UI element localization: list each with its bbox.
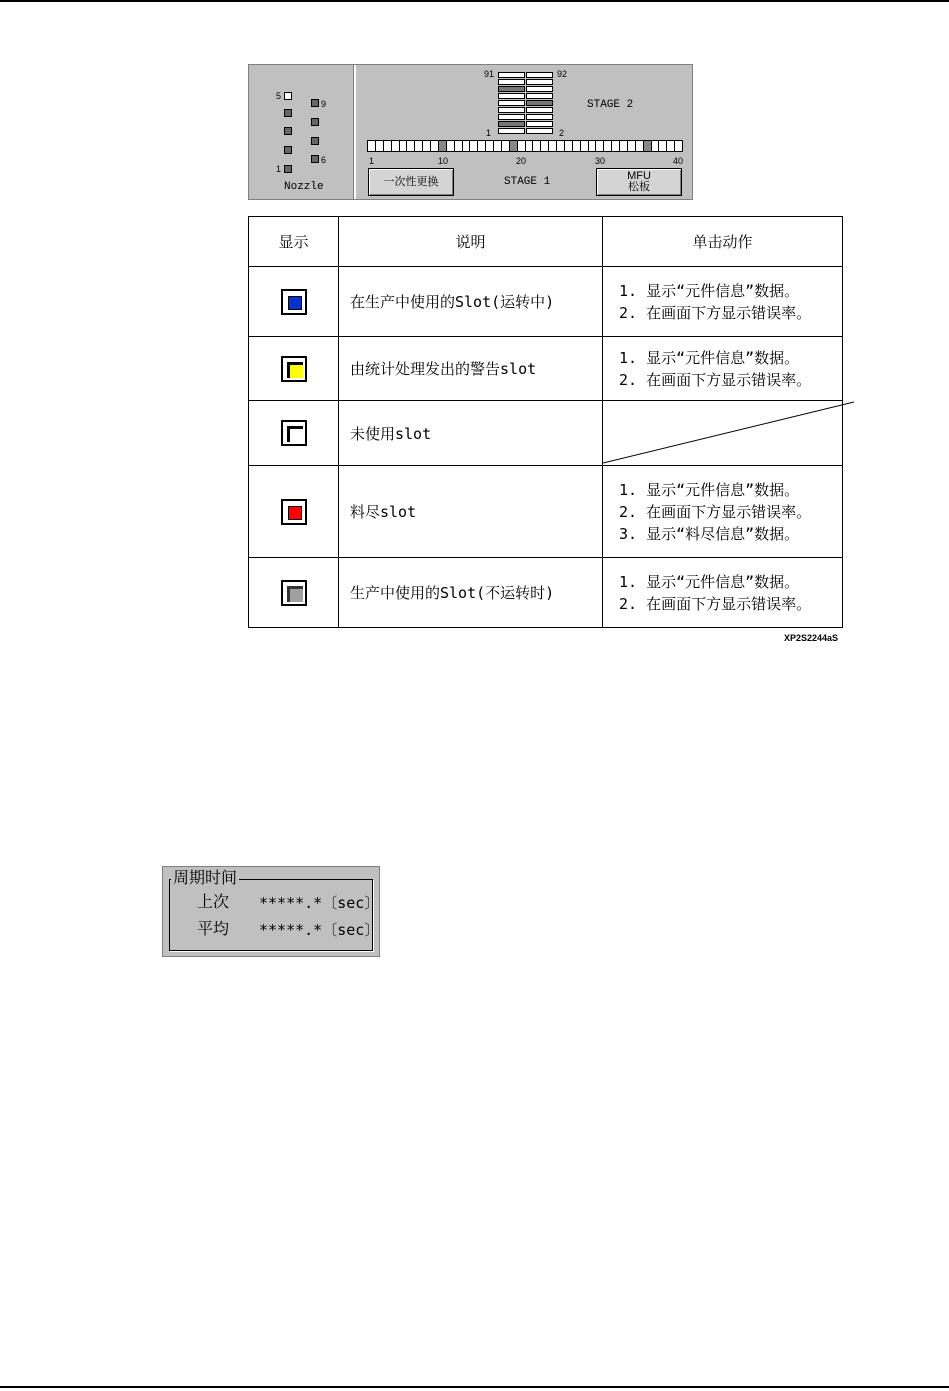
stage2-bottom-left-number: 1 (486, 128, 492, 138)
action-item: 2. 在画面下方显示错误率。 (619, 594, 812, 613)
last-cycle-value: *****.*〔sec〕 (259, 894, 380, 912)
stage2-slot[interactable] (526, 100, 553, 106)
stage2-slot[interactable] (526, 114, 553, 120)
head-indicator[interactable] (311, 137, 319, 145)
stage1-slot[interactable] (430, 140, 438, 152)
out-of-parts-slot-swatch-icon (281, 499, 307, 525)
stage1-slot[interactable] (627, 140, 635, 152)
cycle-time-panel (162, 866, 380, 957)
cycle-time-frame (169, 879, 373, 951)
stage1-axis-label: 40 (673, 156, 684, 166)
header-display: 显示 (249, 217, 339, 267)
stage1-slot[interactable] (651, 140, 659, 152)
nozzle-indicator[interactable] (284, 92, 292, 100)
stage1-slot[interactable] (588, 140, 596, 152)
stage1-slot[interactable] (493, 140, 501, 152)
panel-divider (353, 65, 356, 199)
action-item: 2. 在画面下方显示错误率。 (619, 502, 812, 521)
stage1-slot[interactable] (509, 140, 517, 152)
legend-header-row (249, 217, 843, 267)
diagonal-line-icon (603, 401, 854, 465)
nozzle-label: Nozzle (284, 181, 324, 193)
action-item: 2. 在画面下方显示错误率。 (619, 303, 812, 322)
stage1-slot[interactable] (548, 140, 556, 152)
figure-code: XP2S2244aS (784, 633, 839, 643)
stage2-top-right-number: 92 (557, 69, 568, 79)
machine-status-panel (248, 64, 693, 200)
replace-all-button[interactable]: 一次性更换 (368, 168, 454, 196)
nozzle-top-number: 5 (276, 91, 282, 101)
last-cycle-label: 上次 (197, 892, 230, 911)
head-indicator[interactable] (311, 118, 319, 126)
top-rule (0, 0, 949, 2)
stage1-slot[interactable] (603, 140, 611, 152)
stage1-slot[interactable] (375, 140, 383, 152)
stage1-axis-label: 1 (369, 156, 375, 166)
average-cycle-label: 平均 (197, 919, 230, 938)
stage1-slot[interactable] (564, 140, 572, 152)
stage1-slot[interactable] (391, 140, 399, 152)
stage2-slot[interactable] (526, 121, 553, 127)
stage1-slot[interactable] (438, 140, 446, 152)
stage1-slot[interactable] (446, 140, 454, 152)
action-item: 2. 在画面下方显示错误率。 (619, 370, 812, 389)
stage1-slot[interactable] (658, 140, 666, 152)
legend-description: 未使用slot (339, 401, 603, 466)
bottom-rule (0, 1386, 949, 1388)
legend-swatch-cell (249, 466, 339, 558)
mfu-button-line1: MFU (627, 170, 651, 182)
cycle-time-title: 周期时间 (173, 868, 238, 887)
stage1-slot[interactable] (406, 140, 414, 152)
action-item: 1. 显示“元件信息”数据。 (619, 572, 800, 591)
stage2-slot[interactable] (498, 107, 525, 113)
stage1-slot[interactable] (619, 140, 627, 152)
legend-row-warning (249, 337, 843, 401)
stage2-slot[interactable] (498, 121, 525, 127)
head-bottom-number: 6 (321, 155, 327, 165)
stage2-slot[interactable] (498, 72, 525, 78)
stage1-slot[interactable] (414, 140, 422, 152)
mfu-release-button[interactable] (596, 168, 682, 196)
stage2-slot[interactable] (498, 93, 525, 99)
legend-swatch-cell (249, 558, 339, 628)
stage1-slot[interactable] (477, 140, 485, 152)
unused-slot-swatch-icon (281, 420, 307, 446)
warning-slot-swatch-icon (281, 356, 307, 382)
stage1-slot[interactable] (635, 140, 643, 152)
stage2-slot[interactable] (498, 86, 525, 92)
stage1-slot[interactable] (399, 140, 407, 152)
slot-legend-table (248, 216, 843, 628)
legend-row-unused (249, 401, 843, 466)
header-description: 说明 (339, 217, 603, 267)
stage1-slot[interactable] (556, 140, 564, 152)
stage1-slot[interactable] (540, 140, 548, 152)
stage1-slot[interactable] (462, 140, 470, 152)
action-item: 1. 显示“元件信息”数据。 (619, 480, 800, 499)
stage1-axis-label: 30 (595, 156, 606, 166)
stage1-slot[interactable] (525, 140, 533, 152)
legend-actions (603, 558, 843, 628)
idle-slot-swatch-icon (281, 580, 307, 606)
stage1-slot-row (367, 140, 683, 152)
legend-swatch-cell (249, 337, 339, 401)
stage2-label: STAGE 2 (587, 99, 634, 111)
legend-row-running (249, 267, 843, 337)
stage1-axis-label: 20 (516, 156, 527, 166)
stage1-slot[interactable] (580, 140, 588, 152)
running-slot-swatch-icon (281, 289, 307, 315)
header-click-action: 单击动作 (603, 217, 843, 267)
nozzle-indicator[interactable] (284, 127, 292, 135)
nozzle-indicator[interactable] (284, 165, 292, 173)
stage2-slot[interactable] (526, 86, 553, 92)
stage1-slot[interactable] (501, 140, 509, 152)
stage2-slot[interactable] (526, 79, 553, 85)
stage1-slot[interactable] (383, 140, 391, 152)
legend-description: 料尽slot (339, 466, 603, 558)
average-cycle-value: *****.*〔sec〕 (259, 921, 380, 939)
legend-row-empty-feeder (249, 466, 843, 558)
legend-actions-empty (603, 401, 843, 466)
stage2-bottom-right-number: 2 (559, 128, 565, 138)
action-item: 1. 显示“元件信息”数据。 (619, 348, 800, 367)
nozzle-bottom-number: 1 (276, 164, 282, 174)
nozzle-indicator[interactable] (284, 146, 292, 154)
stage1-slot[interactable] (469, 140, 477, 152)
stage1-slot[interactable] (674, 140, 683, 152)
head-top-number: 9 (321, 99, 327, 109)
legend-row-idle (249, 558, 843, 628)
stage1-slot[interactable] (595, 140, 603, 152)
stage2-slot[interactable] (526, 128, 553, 134)
stage1-slot[interactable] (643, 140, 651, 152)
stage1-slot[interactable] (532, 140, 540, 152)
action-item: 1. 显示“元件信息”数据。 (619, 281, 800, 300)
mfu-button-line2: 松板 (628, 181, 650, 193)
legend-swatch-cell (249, 267, 339, 337)
stage2-slot[interactable] (498, 114, 525, 120)
stage2-slot[interactable] (526, 107, 553, 113)
stage2-slot[interactable] (526, 93, 553, 99)
legend-description: 生产中使用的Slot(不运转时) (339, 558, 603, 628)
nozzle-indicator[interactable] (284, 109, 292, 117)
legend-description: 由统计处理发出的警告slot (339, 337, 603, 401)
stage1-slot[interactable] (572, 140, 580, 152)
stage1-slot[interactable] (485, 140, 493, 152)
stage1-slot[interactable] (517, 140, 525, 152)
head-indicator[interactable] (311, 155, 319, 163)
stage1-slot[interactable] (367, 140, 375, 152)
legend-actions (603, 466, 843, 558)
legend-actions (603, 337, 843, 401)
legend-actions (603, 267, 843, 337)
stage1-label: STAGE 1 (504, 176, 551, 188)
legend-swatch-cell (249, 401, 339, 466)
stage1-slot[interactable] (611, 140, 619, 152)
action-item: 3. 显示“料尽信息”数据。 (619, 524, 800, 543)
head-indicator[interactable] (311, 99, 319, 107)
stage1-slot[interactable] (422, 140, 430, 152)
stage2-top-left-number: 91 (484, 69, 495, 79)
stage2-slot[interactable] (498, 128, 525, 134)
stage2-slot[interactable] (526, 72, 553, 78)
stage2-slot[interactable] (498, 100, 525, 106)
stage2-slot[interactable] (498, 79, 525, 85)
legend-description: 在生产中使用的Slot(运转中) (339, 267, 603, 337)
stage1-axis-label: 10 (438, 156, 449, 166)
stage1-slot[interactable] (666, 140, 674, 152)
stage1-slot[interactable] (454, 140, 462, 152)
